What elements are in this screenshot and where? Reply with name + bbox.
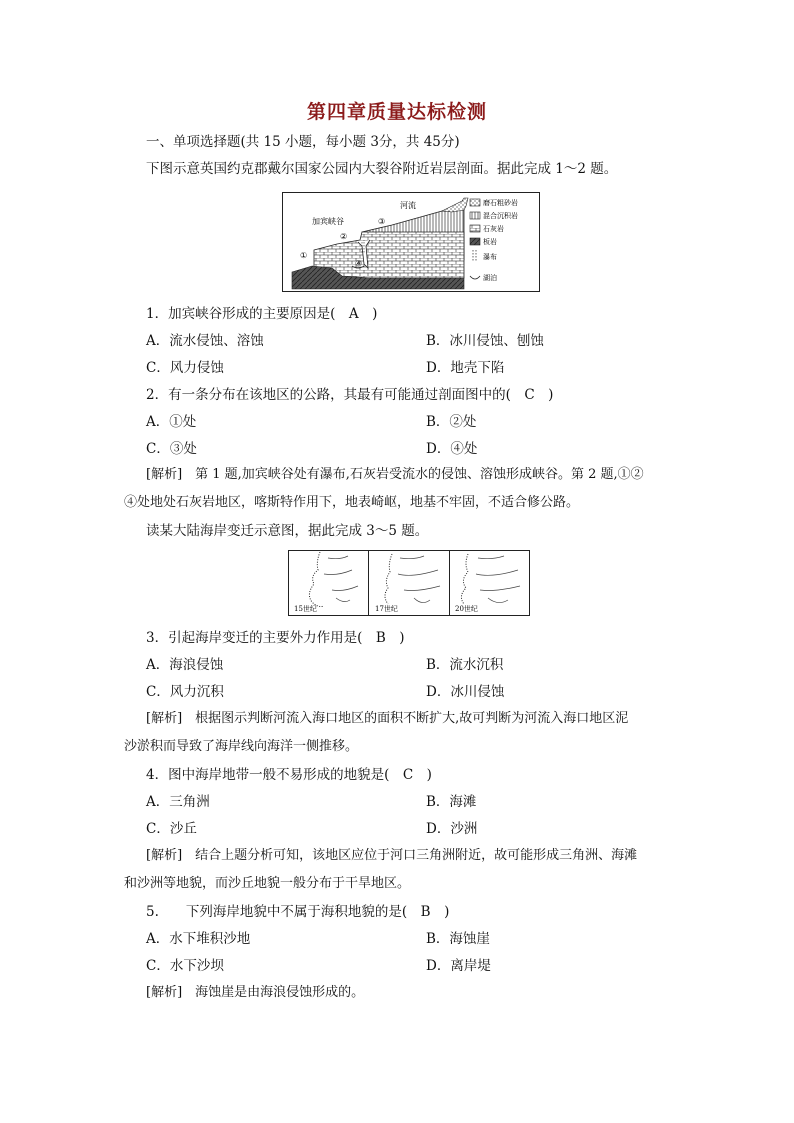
q1-option-a: A．流水侵蚀、溶蚀 — [146, 333, 264, 349]
legend-item-0: 磨石粗砂岩 — [483, 199, 518, 207]
q2-option-d: D．④处 — [426, 441, 478, 457]
q4-option-c: C．沙丘 — [146, 821, 197, 837]
q5-option-a: A．水下堆积沙地 — [146, 931, 251, 947]
q3-stem: 3．引起海岸变迁的主要外力作用是( B ) — [146, 630, 405, 646]
section-header: 一、单项选择题(共 15 小题，每小题 3分，共 45分) — [146, 134, 460, 150]
legend-swatch-limestone — [470, 225, 480, 232]
label-n3: ③ — [378, 217, 386, 226]
coastline-change-figure — [288, 550, 530, 616]
q1-option-c: C．风力侵蚀 — [146, 360, 224, 376]
q2-option-c: C．③处 — [146, 441, 197, 457]
label-n4: ④ — [355, 259, 363, 268]
q4-option-d: D．沙洲 — [426, 821, 478, 837]
analysis-4-line2: 和沙洲等地貌，而沙丘地貌一般分布于干旱地区。 — [124, 876, 411, 891]
q3-option-d: D．冰川侵蚀 — [426, 684, 505, 700]
q5-option-c: C．水下沙坝 — [146, 958, 224, 974]
legend-item-2: 石灰岩 — [483, 225, 504, 233]
label-canyon: 加宾峡谷 — [312, 217, 344, 226]
label-17th-century: 17世纪 — [375, 605, 398, 613]
passage-2: 读某大陆海岸变迁示意图，据此完成 3～5 题。 — [146, 523, 429, 539]
q5-option-b: B．海蚀崖 — [426, 931, 490, 947]
legend-item-4: 瀑布 — [483, 253, 497, 261]
legend-item-1: 混合沉积岩 — [483, 212, 518, 220]
page-title: 第四章质量达标检测 — [306, 101, 487, 123]
analysis-5-line1: [解析] 海蚀崖是由海浪侵蚀形成的。 — [146, 985, 365, 1000]
q4-option-a: A．三角洲 — [146, 794, 210, 810]
label-20th-century: 20世纪 — [455, 605, 478, 613]
q3-option-c: C．风力沉积 — [146, 684, 224, 700]
q1-option-b: B．冰川侵蚀、刨蚀 — [426, 333, 544, 349]
legend-swatch-sediment — [470, 212, 480, 219]
legend-item-5: 湖泊 — [483, 274, 497, 282]
q1-option-d: D．地壳下陷 — [426, 360, 505, 376]
label-n2: ② — [340, 232, 348, 241]
legend-swatch-slate — [470, 238, 480, 245]
q4-option-b: B．海滩 — [426, 794, 477, 810]
q3-option-b: B．流水沉积 — [426, 657, 504, 673]
legend-swatch-grit — [470, 199, 480, 206]
q1-stem: 1．加宾峡谷形成的主要原因是( A ) — [146, 306, 378, 322]
q2-option-a: A．①处 — [146, 414, 197, 430]
analysis-1-2-line2: ④处地处石灰岩地区，喀斯特作用下，地表崎岖，地基不牢固，不适合修公路。 — [124, 495, 580, 510]
analysis-3-line1: [解析] 根据图示判断河流入海口地区的面积不断扩大,故可判断为河流入海口地区泥 — [146, 711, 629, 726]
q2-option-b: B．②处 — [426, 414, 477, 430]
rock-profile-figure — [282, 192, 540, 292]
q5-option-d: D．离岸堤 — [426, 958, 491, 974]
analysis-1-2-line1: [解析] 第 1 题,加宾峡谷处有瀑布,石灰岩受流水的侵蚀、溶蚀形成峡谷。第 2 题,①② — [146, 467, 644, 482]
label-river: 河流 — [400, 201, 416, 210]
q3-option-a: A．海浪侵蚀 — [146, 657, 224, 673]
analysis-4-line1: [解析] 结合上题分析可知，该地区应位于河口三角洲附近，故可能形成三角洲、海滩 — [146, 848, 638, 863]
label-n1: ① — [300, 251, 308, 260]
figure2-frame — [289, 551, 530, 616]
q4-stem: 4．图中海岸地带一般不易形成的地貌是( C ) — [146, 767, 432, 783]
analysis-3-line2: 沙淤积而导致了海岸线向海洋一侧推移。 — [124, 739, 359, 754]
passage-1: 下图示意英国约克郡戴尔国家公园内大裂谷附近岩层剖面。据此完成 1～2 题。 — [146, 161, 618, 177]
legend-item-3: 板岩 — [483, 238, 497, 246]
label-15th-century: 15世纪 — [294, 605, 317, 613]
q5-stem: 5. 下列海岸地貌中不属于海积地貌的是( B ) — [146, 904, 450, 920]
q2-stem: 2．有一条分布在该地区的公路，其最有可能通过剖面图中的( C ) — [146, 387, 554, 403]
